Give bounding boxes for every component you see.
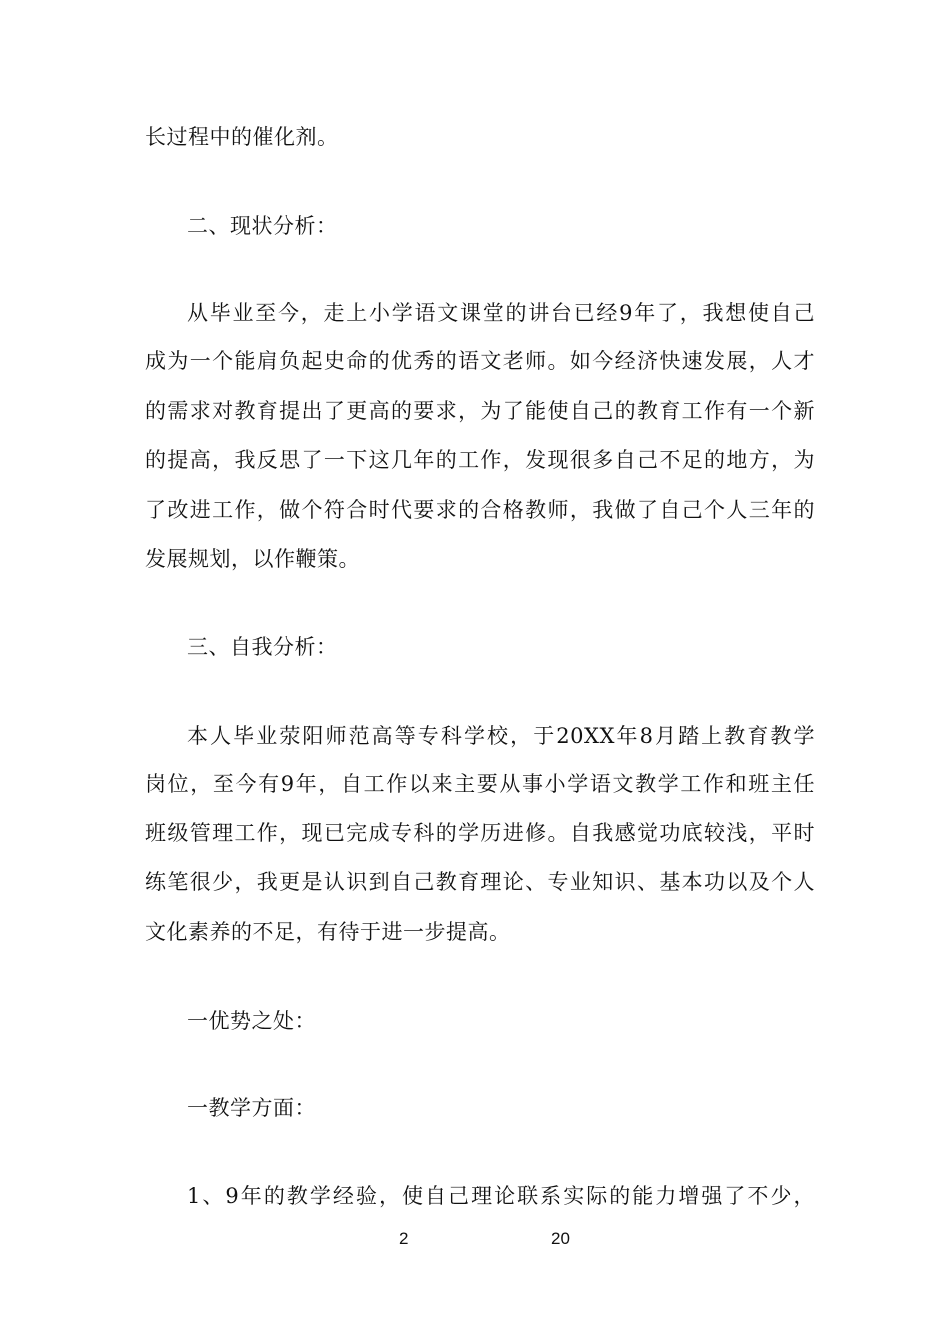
paragraph-line: 练笔很少，我更是认识到自己教育理论、专业知识、基本功以及个人 [145, 870, 815, 894]
list-item: 1、9年的教学经验，使自己理论联系实际的能力增强了不少， [187, 1184, 815, 1208]
paragraph-line: 了改进工作，做个符合时代要求的合格教师，我做了自己个人三年的 [145, 498, 815, 522]
paragraph-line: 本人毕业荥阳师范高等专科学校，于20XX年8月踏上教育教学 [187, 724, 815, 748]
page-number: 2 [399, 1229, 409, 1248]
paragraph-line: 从毕业至今，走上小学语文课堂的讲台已经9年了，我想使自己 [187, 301, 815, 325]
paragraph-line: 岗位，至今有9年，自工作以来主要从事小学语文教学工作和班主任 [145, 772, 815, 796]
section-heading-self: 三、自我分析： [187, 635, 338, 659]
paragraph-line: 长过程中的催化剂。 [145, 125, 339, 149]
paragraph-line: 班级管理工作，现已完成专科的学历进修。自我感觉功底较浅，平时 [145, 821, 815, 845]
section-heading-status: 二、现状分析： [187, 214, 338, 238]
paragraph-line: 的提高，我反思了一下这几年的工作，发现很多自己不足的地方，为 [145, 448, 815, 472]
subheading-teaching: 一教学方面： [187, 1096, 316, 1120]
total-pages: 20 [551, 1229, 570, 1248]
paragraph-line: 的需求对教育提出了更高的要求，为了能使自己的教育工作有一个新 [145, 399, 815, 423]
paragraph-line: 成为一个能肩负起史命的优秀的语文老师。如今经济快速发展，人才 [145, 349, 815, 373]
subheading-strengths: 一优势之处： [187, 1009, 316, 1033]
paragraph-line: 发展规划，以作鞭策。 [145, 547, 360, 571]
paragraph-line: 文化素养的不足，有待于进一步提高。 [145, 920, 511, 944]
